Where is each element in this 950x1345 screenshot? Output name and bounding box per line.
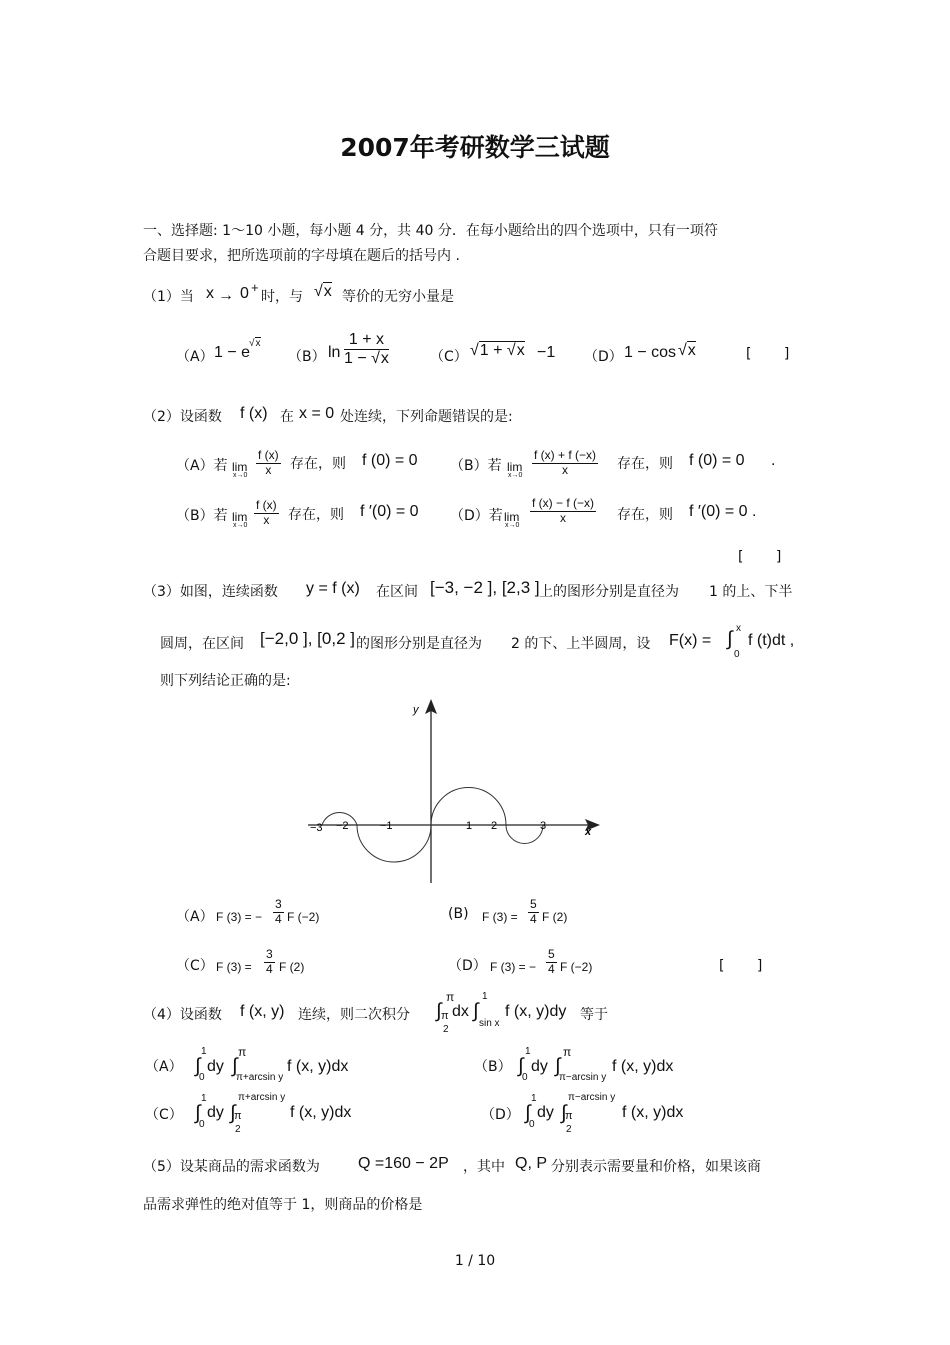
q5-label: （5）设某商品的需求函数为 (143, 1159, 320, 1175)
q3-line2-text: 的图形分别是直径为 (356, 636, 482, 652)
integral-icon: ∫ (232, 1055, 238, 1077)
q2-option-a-text: 存在，则 (290, 456, 346, 472)
q3-option-b-fraction (528, 898, 539, 927)
q3-option-b-rhs: F (2) (542, 910, 568, 924)
integral-upper: π (563, 1045, 572, 1059)
page-title: 2007年考研数学三试题 (340, 133, 610, 162)
q1-option-b-label: （B） (288, 349, 326, 365)
answer-bracket: [ ] (738, 549, 782, 565)
q3-option-d-lhs: F (3) = − (490, 960, 537, 974)
integral-icon: ∫ (195, 1055, 201, 1077)
q2-at: 在 (280, 409, 294, 425)
integral-icon: ∫ (195, 1102, 201, 1124)
lim-subscript: x→0 (508, 472, 523, 479)
q3-Fx: F(x) = (669, 632, 712, 649)
integral-icon: ∫ (473, 1000, 479, 1022)
c-part: 1 + (479, 342, 507, 359)
q2-option-b-period: . (771, 452, 776, 469)
q4-option-a-label: （A） (145, 1059, 183, 1075)
q3-option-a-fraction (273, 898, 284, 927)
q2-option-b2-text: 存在，则 (288, 507, 344, 523)
q2-option-b-result: f (0) = 0 (689, 452, 745, 469)
section-intro-line-2: 合题目要求，把所选项前的字母填在题后的括号内 . (143, 248, 460, 264)
q3-option-a-lhs: F (3) = − (216, 910, 263, 924)
q5-qp: Q, P (515, 1155, 548, 1172)
q1-option-c-label: （C） (430, 349, 468, 365)
denominator: 4 (275, 911, 282, 926)
q4-text: 连续，则二次积分 (298, 1007, 410, 1023)
q2-option-b2-label: （B）若 (176, 508, 228, 524)
integral-lower: sin x (479, 1018, 500, 1029)
x-axis-label: x (585, 826, 592, 838)
q2-option-a-label: （A）若 (176, 458, 228, 474)
integral-lower-den: 2 (443, 1024, 449, 1035)
q3-line3: 则下列结论正确的是: (160, 673, 291, 689)
q4-option-d-label: （D） (481, 1107, 520, 1123)
q1-option-a-expr: 1 − e (214, 344, 251, 361)
tick-label: 2 (491, 820, 498, 832)
q4-option-b-integrand: f (x, y)dx (612, 1058, 674, 1075)
q4-dx: dx (452, 1003, 469, 1020)
numerator: 5 (530, 897, 537, 911)
denominator: x (532, 463, 598, 478)
integral-upper: π+arcsin y (238, 1092, 286, 1103)
page-number: 1 / 10 (454, 1253, 496, 1269)
q4-fxy: f (x, y) (240, 1003, 285, 1020)
q2-option-b-text: 存在，则 (617, 456, 673, 472)
integral-upper: π−arcsin y (568, 1092, 616, 1103)
lim-subscript: x→0 (505, 522, 520, 529)
curve-lower-semicircle-right (506, 825, 543, 844)
q2-option-d-result: f ′(0) = 0 . (689, 503, 757, 520)
q2-option-d-text: 存在，则 (617, 507, 673, 523)
q1-label: （1）当 (143, 289, 194, 305)
q3-line2: 圆周，在区间 (160, 636, 244, 652)
q2-x0: x = 0 (299, 405, 335, 422)
section-intro-line-1: 一、选择题: 1～10 小题，每小题 4 分，共 40 分．在每小题给出的四个选项中，只有一项符 (143, 223, 718, 239)
denominator: 4 (266, 961, 273, 976)
integral-lower: π (441, 1010, 449, 1022)
integral-lower-den: 2 (566, 1124, 572, 1135)
q1-text-2: 等价的无穷小量是 (342, 289, 454, 305)
lim-symbol: lim (232, 510, 248, 524)
q3-option-c-fraction (264, 948, 275, 977)
q1-option-d-expr: 1 − cos (624, 344, 677, 361)
q5-text: ，其中 (463, 1159, 505, 1175)
q1-x: x (206, 285, 214, 302)
integral-icon: ∫ (518, 1055, 524, 1077)
tick-label: −2 (336, 820, 349, 832)
q4-label: （4）设函数 (143, 1007, 222, 1023)
q2-text: 处连续，下列命题错误的是: (340, 409, 513, 425)
q3-function-graph (300, 695, 605, 890)
q2-option-a-fraction (256, 449, 281, 478)
q2-label: （2）设函数 (143, 409, 222, 425)
q1-option-a-label: （A） (176, 349, 214, 365)
q4-option-b-dy: dy (531, 1058, 548, 1075)
denominator: x (254, 513, 279, 528)
denominator: 4 (530, 911, 537, 926)
answer-bracket: [ ] (719, 958, 763, 974)
sqrt-symbol: √x (249, 338, 261, 349)
integral-lower: 0 (199, 1119, 205, 1130)
denominator: x (256, 463, 281, 478)
q2-option-a-result: f (0) = 0 (362, 452, 418, 469)
q3-text: 在区间 (376, 584, 418, 600)
q3-option-d-fraction (546, 948, 557, 977)
answer-bracket: [ ] (746, 346, 790, 362)
sqrt-symbol: √x (314, 283, 332, 300)
q3-label: （3）如图，连续函数 (143, 584, 278, 600)
tick-label: −1 (380, 820, 393, 832)
integral-icon: ∫ (561, 1102, 567, 1124)
q2-option-d-label: （D）若 (450, 508, 503, 524)
q1-sqrt-x: x (323, 283, 332, 300)
integral-icon: ∫ (436, 1000, 442, 1022)
integral-upper: 1 (531, 1093, 537, 1104)
q1-plus: + (251, 280, 259, 295)
q3-option-b-label: (B) (448, 906, 469, 922)
q1-option-b-fraction (344, 331, 389, 369)
q5-demand-function: Q =160 − 2P (358, 1155, 449, 1172)
lim-subscript: x→0 (233, 472, 248, 479)
q1-option-d-label: （D） (584, 349, 623, 365)
numerator: 3 (266, 947, 273, 961)
lim-subscript: x→0 (233, 522, 248, 529)
q2-option-b-label: （B）若 (450, 458, 502, 474)
q3-option-a-rhs: F (−2) (287, 910, 320, 924)
q3-text-3: 1 的上、下半 (709, 584, 793, 600)
integral-upper: 1 (201, 1093, 207, 1104)
q3-intervals-1: [−3, −2 ], [2,3 ] (430, 578, 540, 597)
q1-option-d-sqrt: x (687, 342, 696, 359)
q3-option-c-label: （C） (176, 958, 214, 974)
q4-option-a-dy: dy (207, 1058, 224, 1075)
integral-icon: ∫ (727, 628, 733, 650)
integral-lower: 0 (522, 1072, 528, 1083)
integral-upper: x (736, 623, 741, 634)
q5-line2: 品需求弹性的绝对值等于 1，则商品的价格是 (143, 1197, 423, 1213)
tick-label: 1 (466, 820, 473, 832)
lim-symbol: lim (504, 510, 520, 524)
integral-upper: 1 (201, 1046, 207, 1057)
q4-option-a-integrand: f (x, y)dx (287, 1058, 349, 1075)
integral-lower: 0 (529, 1119, 535, 1130)
numerator: 3 (275, 897, 282, 911)
integral-lower: 0 (199, 1072, 205, 1083)
numerator: f (x) + f (−x) (534, 448, 597, 462)
integral-upper: 1 (482, 991, 488, 1002)
numerator: f (x) − f (−x) (532, 496, 595, 510)
q3-intervals-2: [−2,0 ], [0,2 ] (260, 629, 355, 648)
denominator: 1 − √x (344, 350, 389, 368)
lim-symbol: lim (232, 460, 248, 474)
q1-arrow: → (218, 287, 234, 304)
q3-line2-text-2: 2 的下、上半圆周，设 (511, 636, 651, 652)
q3-option-d-rhs: F (−2) (560, 960, 593, 974)
q4-option-c-dy: dy (207, 1104, 224, 1121)
q4-text-2: 等于 (580, 1007, 608, 1023)
integral-lower: π+arcsin y (236, 1072, 284, 1083)
c-inner: x (516, 342, 525, 359)
q4-option-b-label: （B） (474, 1059, 512, 1075)
denominator: 4 (548, 961, 555, 976)
numerator: 5 (548, 947, 555, 961)
numerator: 1 + x (344, 331, 389, 350)
curve-lower-semicircle-left (357, 825, 431, 862)
den-part: 1 − (344, 350, 372, 368)
integral-lower: π (234, 1110, 242, 1122)
q3-option-a-label: （A） (176, 909, 214, 925)
integral-lower: π−arcsin y (559, 1072, 607, 1083)
integral-lower-den: 2 (235, 1124, 241, 1135)
q1-option-c-expr: √1 + √x (470, 342, 525, 359)
q1-option-c-minus: −1 (537, 344, 556, 361)
q1-option-a-exp: x (255, 338, 261, 349)
denominator: x (530, 511, 596, 526)
q4-option-d-dy: dy (537, 1104, 554, 1121)
integral-upper: 1 (525, 1046, 531, 1057)
q1-text: 时，与 (261, 289, 303, 305)
integral-upper: π (238, 1045, 247, 1059)
integral-icon: ∫ (525, 1102, 531, 1124)
q3-text-2: 上的图形分别是直径为 (539, 584, 679, 600)
lim-symbol: lim (507, 460, 523, 474)
q3-option-b-lhs: F (3) = (482, 910, 518, 924)
q4-integrand: f (x, y)dy (505, 1003, 567, 1020)
q3-function: y = f (x) (306, 580, 360, 597)
q3-option-c-lhs: F (3) = (216, 960, 252, 974)
q4-option-c-integrand: f (x, y)dx (290, 1104, 352, 1121)
tick-label: 3 (540, 820, 547, 832)
tick-label: −3 (310, 822, 323, 834)
integral-upper: π (446, 990, 455, 1004)
sqrt-symbol: √x (678, 342, 696, 359)
numerator: f (x) (256, 498, 277, 512)
q2-option-b-fraction (532, 449, 598, 478)
q5-text-2: 分别表示需要量和价格，如果该商 (551, 1159, 761, 1175)
integral-lower: 0 (734, 649, 740, 660)
q3-integrand: f (t)dt , (748, 632, 795, 649)
q3-option-c-rhs: F (2) (279, 960, 305, 974)
numerator: f (x) (258, 448, 279, 462)
integral-lower: π (565, 1110, 573, 1122)
q3-option-d-label: （D） (448, 958, 487, 974)
q4-option-d-integrand: f (x, y)dx (622, 1104, 684, 1121)
q4-option-c-label: （C） (145, 1107, 183, 1123)
integral-icon: ∫ (555, 1055, 561, 1077)
q2-option-b2-fraction (254, 499, 279, 528)
q2-option-b2-result: f ′(0) = 0 (360, 503, 419, 520)
integral-icon: ∫ (230, 1102, 236, 1124)
den-sqrt: x (380, 350, 389, 368)
y-axis-label: y (413, 704, 419, 716)
q2-fx: f (x) (240, 405, 268, 422)
q1-zero: 0 (240, 285, 249, 302)
q2-option-d-fraction (530, 497, 596, 526)
q1-option-b-ln: ln (328, 344, 341, 361)
